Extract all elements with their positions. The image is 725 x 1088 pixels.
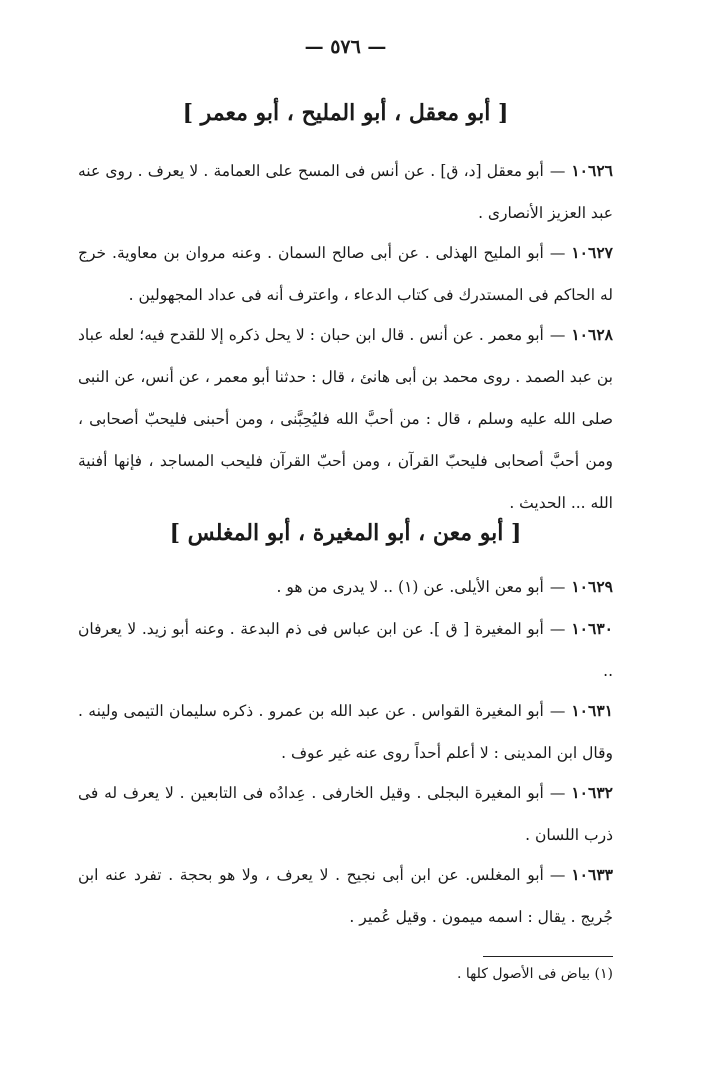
section-heading-1 — [78, 100, 613, 126]
entry-text: أبو المغيرة القواس . عن عبد الله بن عمرو . ذكره سليمان التيمى ولينه . وقال ابن المدينى : لا أعلم أحداً روى عنه غير عوف . — [78, 702, 613, 762]
entry-number: ١٠٦٣٠ — [571, 619, 613, 638]
entry-number: ١٠٦٣٣ — [571, 865, 613, 884]
entry-number: ١٠٦٢٧ — [571, 243, 613, 262]
footnote-divider — [483, 956, 613, 957]
entry-text: أبو المغلس. عن ابن أبى نجيح . لا يعرف ، ولا هو بحجة . تفرد عنه ابن جُريج . يقال : اسمه ميمون . وقيل عُمير . — [78, 866, 613, 926]
entry-text: أبو المغيرة [ ق ]. عن ابن عباس فى ذم البدعة . وعنه أبو زيد. لا يعرفان .. — [78, 620, 613, 680]
entry-10628: ١٠٦٢٨—أبو معمر . عن أنس . قال ابن حبان : لا يحل ذكره إلا للقدح فيه؛ لعله عباد بن عبد الصمد . روى محمد بن أبى هانئ ، قال : حدثنا أبو معمر ، عن أنس، عن النبى صلى الله عليه وسلم ، قال : من أحبَّ الله فليُحِبَّنى ، ومن أحبنى فليحبّ أصحابى ، ومن أحبَّ أصحابى فليحبّ القرآن ، ومن أحبّ القرآن فليحب المساجد ، فإنها أفنية الله ... الحديث . — [78, 325, 613, 512]
entry-text: أبو معمر . عن أنس . قال ابن حبان : لا يحل ذكره إلا للقدح فيه؛ لعله عباد بن عبد الصمد . روى محمد بن أبى هانئ ، قال : حدثنا أبو معمر ، عن أنس، عن النبى صلى الله عليه وسلم ، قال : من أحبَّ الله فليُحِبَّنى ، ومن أحبنى فليحبّ أصحابى ، ومن أحبَّ أصحابى فليحبّ القرآن ، ومن أحبّ القرآن فليحب المساجد ، فإنها أفنية الله ... الحديث . — [78, 326, 613, 512]
entry-10632: ١٠٦٣٢—أبو المغيرة البجلى . وقيل الخارفى . عِدادُه فى التابعين . لا يعرف له فى ذرب اللسان . — [78, 783, 613, 844]
section-heading-2 — [78, 520, 613, 546]
entry-number: ١٠٦٢٨ — [571, 325, 613, 344]
entry-text: أبو معن الأيلى. عن (١) .. لا يدرى من هو . — [276, 578, 544, 596]
page-number: — ٥٧٦ — — [304, 36, 387, 58]
entry-10629: ١٠٦٢٩—أبو معن الأيلى. عن (١) .. لا يدرى من هو . — [276, 577, 613, 596]
section-heading-2-text: [ أبو معن ، أبو المغيرة ، أبو المغلس ] — [169, 520, 522, 546]
entry-text: أبو معقل [د، ق] . عن أنس فى المسح على العمامة . لا يعرف . روى عنه عبد العزيز الأنصارى . — [78, 162, 613, 222]
entry-text: أبو المغيرة البجلى . وقيل الخارفى . عِدادُه فى التابعين . لا يعرف له فى ذرب اللسان . — [78, 784, 613, 844]
section-heading-1-text: [ أبو معقل ، أبو المليح ، أبو معمر ] — [182, 100, 509, 126]
footnote: (١) بياض فى الأصول كلها . — [456, 966, 613, 982]
entry-10630: ١٠٦٣٠—أبو المغيرة [ ق ]. عن ابن عباس فى ذم البدعة . وعنه أبو زيد. لا يعرفان .. — [78, 619, 613, 680]
entry-number: ١٠٦٣٢ — [571, 783, 613, 802]
entry-number: ١٠٦٢٩ — [571, 577, 613, 596]
entry-10627: ١٠٦٢٧—أبو المليح الهذلى . عن أبى صالح السمان . وعنه مروان بن معاوية. خرج له الحاكم فى المستدرك فى كتاب الدعاء ، واعترف أنه فى عداد المجهولين . — [78, 243, 613, 304]
entry-10626: ١٠٦٢٦—أبو معقل [د، ق] . عن أنس فى المسح على العمامة . لا يعرف . روى عنه عبد العزيز الأنصارى . — [78, 161, 613, 222]
page — [78, 0, 613, 1088]
entry-text: أبو المليح الهذلى . عن أبى صالح السمان . وعنه مروان بن معاوية. خرج له الحاكم فى المستدرك فى كتاب الدعاء ، واعترف أنه فى عداد المجهولين . — [78, 244, 613, 304]
entry-10631: ١٠٦٣١—أبو المغيرة القواس . عن عبد الله بن عمرو . ذكره سليمان التيمى ولينه . وقال ابن المدينى : لا أعلم أحداً روى عنه غير عوف . — [78, 701, 613, 762]
entry-number: ١٠٦٢٦ — [571, 161, 613, 180]
entry-number: ١٠٦٣١ — [571, 701, 613, 720]
entry-10633: ١٠٦٣٣—أبو المغلس. عن ابن أبى نجيح . لا يعرف ، ولا هو بحجة . تفرد عنه ابن جُريج . يقال : اسمه ميمون . وقيل عُمير . — [78, 865, 613, 926]
